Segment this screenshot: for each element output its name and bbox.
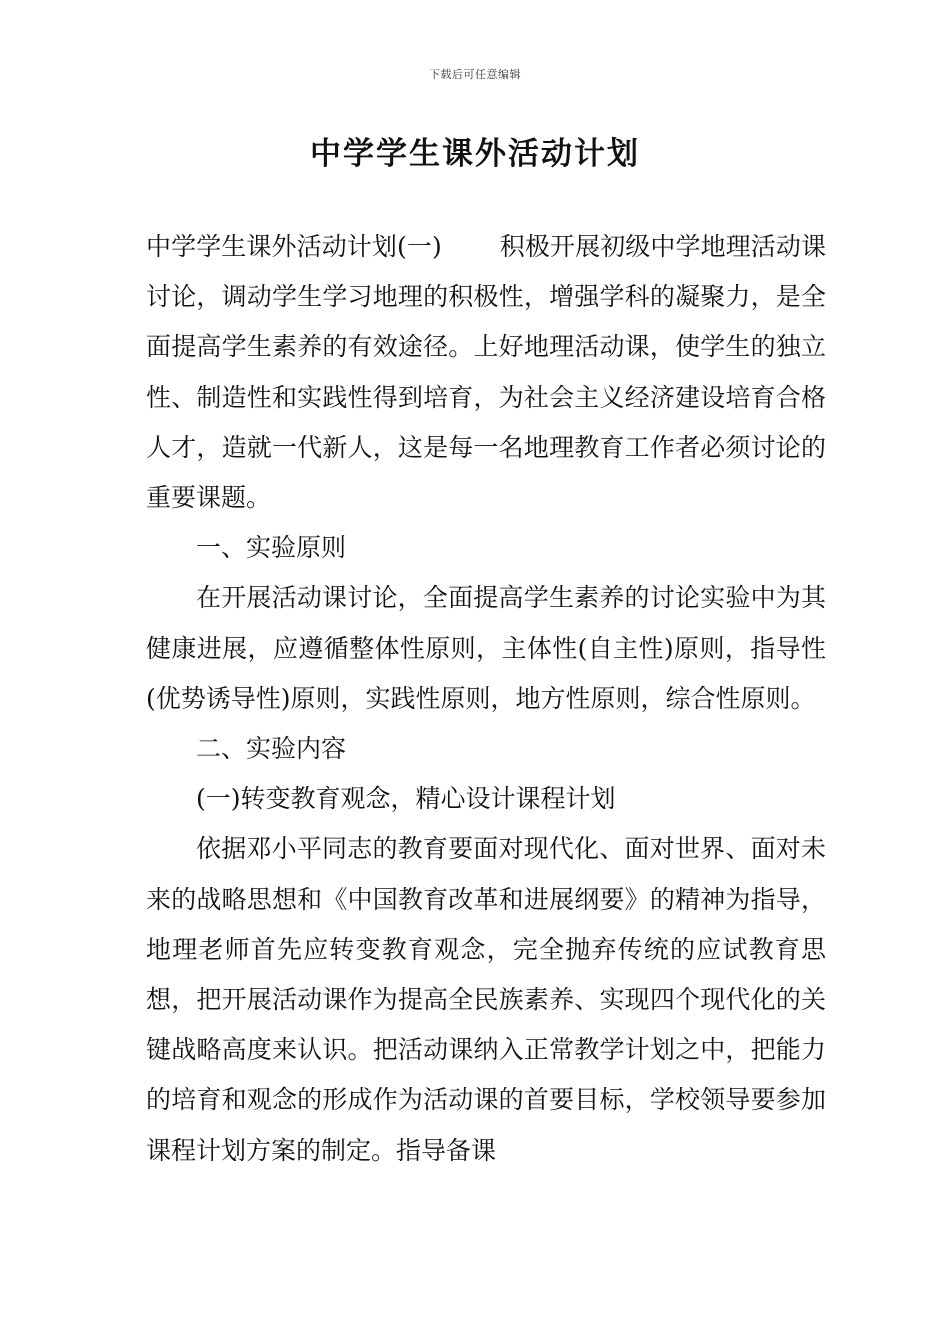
principles-paragraph: 在开展活动课讨论，全面提高学生素养的讨论实验中为其健康进展，应遵循整体性原则，主体性(自主性)原则，指导性(优势诱导性)原则，实践性原则，地方性原则，综合性原则。 (146, 583, 826, 713)
document-title: 中学学生课外活动计划 (310, 136, 640, 172)
section-heading-principles: 一、实验原则 (196, 533, 347, 563)
section-heading-content: 二、实验内容 (196, 734, 347, 764)
subsection-heading-1: (一)转变教育观念，精心设计课程计划 (196, 784, 616, 814)
content-paragraph: 依据邓小平同志的教育要面对现代化、面对世界、面对未来的战略思想和《中国教育改革和进展纲要》的精神为指导，地理老师首先应转变教育观念，完全抛弃传统的应试教育思想，把开展活动课作为提高全民族素养、实现四个现代化的关键战略高度来认识。把活动课纳入正常教学计划之中，把能力的培育和观念的形成作为活动课的首要目标，学校领导要参加课程计划方案的制定。指导备课 (146, 834, 826, 1165)
intro-paragraph (146, 222, 826, 523)
intro-heading: 中学学生课外活动计划(一) (146, 232, 442, 261)
document-body (146, 222, 826, 1176)
intro-text: 积极开展初级中学地理活动课讨论，调动学生学习地理的积极性，增强学科的凝聚力，是全面提高学生素养的有效途径。上好地理活动课，使学生的独立性、制造性和实践性得到培育，为社会主义经济建设培育合格人才，造就一代新人，这是每一名地理教育工作者必须讨论的重要课题。 (146, 232, 826, 513)
header-note: 下载后可任意编辑 (429, 68, 521, 81)
